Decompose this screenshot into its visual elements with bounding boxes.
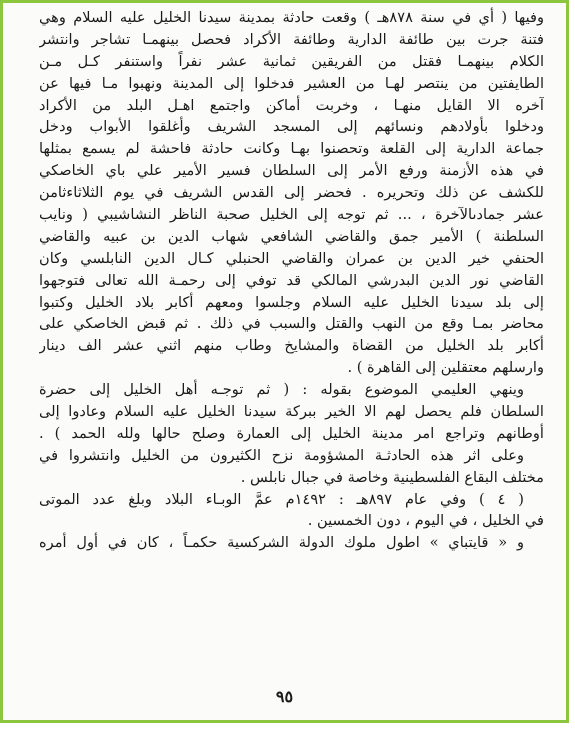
text-line: في هذه الأزمنة ورفع الأمر إلى السلطان فسير الأمير علي باي الخاصكي	[39, 162, 544, 180]
text-line: للكشف عن ذلك وتحريره . فحضر إلى القدس الشريف في يوم الثلاثاءثامن	[39, 184, 544, 202]
page-number: ٩٥	[275, 687, 294, 706]
text-line: الكلام بينهمـا فقتل من الفريقين ثمانية عشر نفراً واستنفر كـل مـن	[39, 52, 544, 70]
text-line: السلطنة ) الأمير جمق والقاضي الشافعي شهاب الدين بن عبيه والقاضي	[39, 227, 544, 245]
text-line: السلطان فلم يحصل لهم الا الخير ببركة سيدنا الخليل عليه السلام وعادوا إلى	[39, 403, 544, 421]
text-line: وارسلهم معتقلين إلى القاهرة ) .	[347, 359, 544, 377]
text-line: مختلف البقاع الفلسطينية وخاصة في جبال نابلس .	[240, 468, 544, 486]
text-line: وينهي العليمي الموضوع بقوله : ( ثم توجـه أهل الخليل إلى حضرة	[39, 381, 524, 399]
text-line: القاضي نور الدين البدرشي المالكي قد توفي إلى رحمـة الله تعالى فتوجهوا	[39, 271, 544, 289]
text-line: إلى بلد سيدنا الخليل عليه السلام وجلسوا ومعهم أكابر بلاد الخليل وكتبوا	[39, 293, 544, 311]
text-line: الطايفتين من ينتصر لهـا من العشير فدخلوا إلى المدينة ونهبوا مـا فيها عن	[39, 74, 544, 92]
text-line: أوطانهم وتراجع امر مدينة الخليل إلى العمارة وصلح حالها ولله الحمد ) .	[39, 424, 544, 442]
text-line: و « قايتباي » اطول ملوك الدولة الشركسية حكمـاً ، كان في أول أمره	[39, 534, 524, 552]
text-line: أكابر بلد الخليل من القضاة والمشايخ وطاب منهم اثني عشر الف دينار	[39, 337, 544, 355]
text-line: وفيها ( أي في سنة ٨٧٨هـ ) وقعت حادثة بمدينة سيدنا الخليل عليه السلام وهي	[39, 9, 544, 26]
text-line: محاضر بمـا وقع من النهب والقتل والسبب في ذلك . ثم قبض الخاصكي على	[39, 315, 544, 333]
body-text	[39, 7, 544, 554]
text-line: فتنة جرت بين طائفة الدارية وطائفة الأكراد فحصل بينهمـا تشاجر وانتشر	[39, 30, 544, 48]
text-line: عشر جمادىالآخرة ، ... ثم توجه إلى الخليل صحبة الناظر النشاشيبي ( ونايب	[39, 206, 544, 224]
text-line: الحنفي خير الدين بن عمران والقاضي الحنبلي كـال الدين النابلسي وكان	[39, 249, 544, 267]
text-line: آخره الا القايل منهـا ، وخربت أماكن واجتمع اهـل البلد من الأكراد	[39, 96, 544, 114]
text-line: ودخلوا بأولادهم ونسائهم إلى المسجد الشريف وأغلقوا الأبواب ودخل	[39, 118, 544, 136]
text-line: ( ٤ ) وفي عام ٨٩٧هـ : ١٤٩٢م عمَّ الوبـاء البلاد وبلغ عدد الموتى	[39, 490, 524, 508]
text-line: وعلى اثر هذه الحادثـة المشؤومة نزح الكثيرون من الخليل وانتشروا في	[39, 446, 524, 464]
text-line: جماعة الدارية إلى القلعة وتحصنوا بهـا وكانت حادثة فاحشة لم يسمع بمثلها	[39, 140, 544, 158]
text-line: في الخليل ، في اليوم ، دون الخمسين .	[307, 512, 544, 530]
